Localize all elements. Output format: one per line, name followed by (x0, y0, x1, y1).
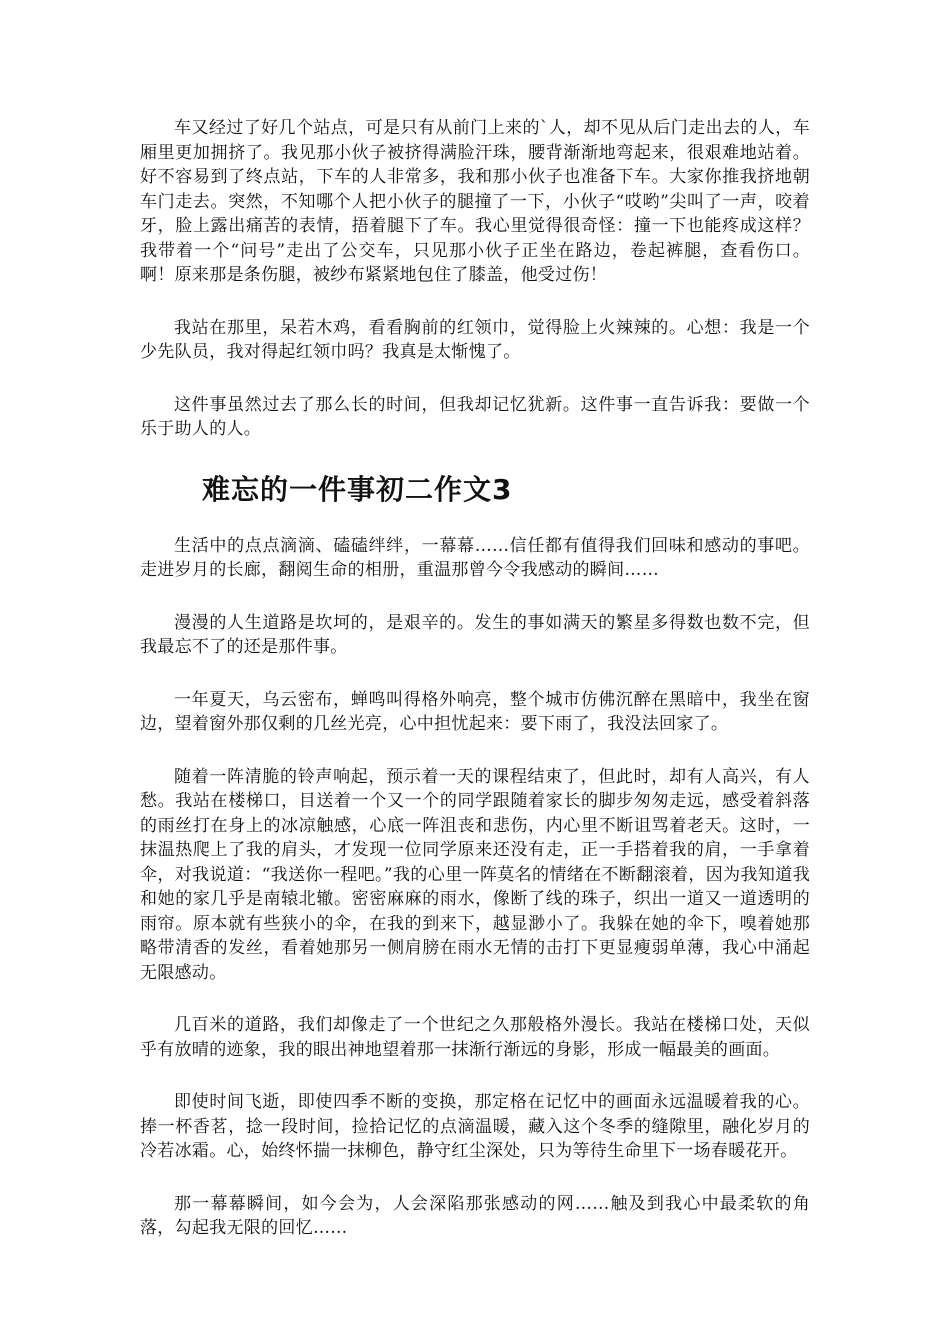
paragraph: 漫漫的人生道路是坎坷的，是艰辛的。发生的事如满天的繁星多得数也数不完，但我最忘不了的还是那件事。 (140, 612, 810, 657)
paragraph: 那一幕幕瞬间，如今会为，人会深陷那张感动的网……触及到我心中最柔软的角落，勾起我无限的回忆…… (140, 1193, 810, 1238)
paragraph: 随着一阵清脆的铃声响起，预示着一天的课程结束了，但此时，却有人高兴，有人愁。我站在楼梯口，目送着一个又一个的同学跟随着家长的脚步匆匆走远，感受着斜落的雨丝打在身上的冰凉触感，心底一阵沮丧和悲伤，内心里不断诅骂着老天。这时，一抹温热爬上了我的肩头，才发现一位同学原来还没有走，正一手搭着我的肩，一手拿着伞，对我说道：“我送你一程吧。”我的心里一阵莫名的情绪在不断翻滚着，因为我知道我和她的家几乎是南辕北辙。密密麻麻的雨水，像断了线的珠子，织出一道又一道透明的雨帘。原本就有些狭小的伞，在我的到来下，越显渺小了。我躲在她的伞下，嗅着她那略带清香的发丝，看着她那另一侧肩膀在雨水无情的击打下更显瘦弱单薄，我心中涌起无限感动。 (140, 766, 810, 983)
paragraph: 生活中的点点滴滴、磕磕绊绊，一幕幕……信任都有值得我们回味和感动的事吧。走进岁月的长廊，翻阅生命的相册，重温那曾今令我感动的瞬间…… (140, 535, 810, 580)
document-body (140, 116, 810, 1269)
paragraph: 一年夏天，乌云密布，蝉鸣叫得格外响亮，整个城市仿佛沉醉在黑暗中，我坐在窗边，望着窗外那仅剩的几丝光亮，心中担忧起来：要下雨了，我没法回家了。 (140, 689, 810, 734)
paragraph: 即使时间飞逝，即使四季不断的变换，那定格在记忆中的画面永远温暖着我的心。捧一杯香茗，捻一段时间，捡拾记忆的点滴温暖，藏入这个冬季的缝隙里，融化岁月的冷若冰霜。心，始终怀揣一抹柳色，静守红尘深处，只为等待生命里下一场春暖花开。 (140, 1092, 810, 1161)
paragraph: 我站在那里，呆若木鸡，看看胸前的红领巾，觉得脸上火辣辣的。心想：我是一个少先队员，我对得起红领巾吗？我真是太惭愧了。 (140, 317, 810, 362)
paragraph: 这件事虽然过去了那么长的时间，但我却记忆犹新。这件事一直告诉我：要做一个乐于助人的人。 (140, 394, 810, 439)
paragraph: 几百米的道路，我们却像走了一个世纪之久那般格外漫长。我站在楼梯口处，天似乎有放晴的迹象，我的眼出神地望着那一抹渐行渐远的身影，形成一幅最美的画面。 (140, 1015, 810, 1060)
section-title: 难忘的一件事初二作文3 (202, 472, 513, 506)
paragraph: 车又经过了好几个站点，可是只有从前门上来的`人，却不见从后门走出去的人，车厢里更加拥挤了。我见那小伙子被挤得满脸汗珠，腰背渐渐地弯起来，很艰难地站着。好不容易到了终点站，下车的人非常多，我和那小伙子也准备下车。大家你推我挤地朝车门走去。突然，不知哪个人把小伙子的腿撞了一下，小伙子“哎哟”尖叫了一声，咬着牙，脸上露出痛苦的表情，捂着腿下了车。我心里觉得很奇怪：撞一下也能疼成这样？我带着一个“问号”走出了公交车，只见那小伙子正坐在路边，卷起裤腿，查看伤口。啊！原来那是条伤腿，被纱布紧紧地包住了膝盖，他受过伤！ (140, 118, 810, 285)
